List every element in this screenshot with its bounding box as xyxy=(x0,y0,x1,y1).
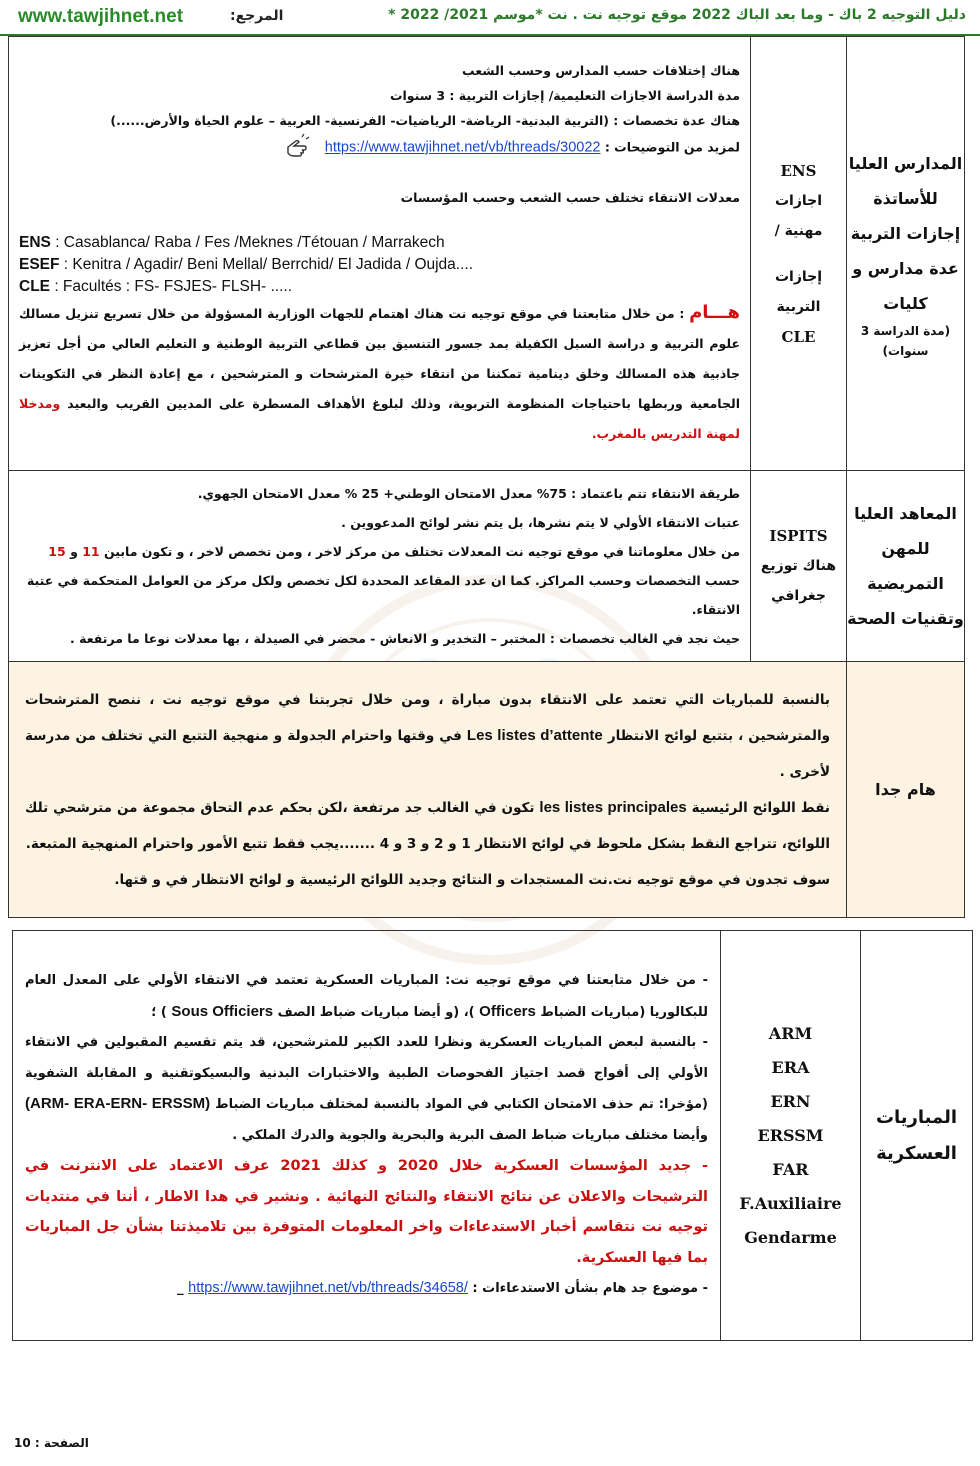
officer-schools-fr: (ARM- ERA-ERN- ERSSM) xyxy=(25,1095,211,1113)
guide-title: دليل التوجيه 2 باك - وما بعد الباك 2022 موقع توجيه نت . نت *موسم 2021/ 2022 * xyxy=(388,7,966,23)
military-name-line: العسكرية xyxy=(876,1142,957,1164)
military-paragraph-3: - جديد المؤسسات العسكرية خلال 2020 و كذلك 2021 عرف الاعتماد على الانترنت في الترشيحات والاعلان عن نتائج الانتقاء والنتائج النهائية . ونشير في هدا الاطار ، أننا في منتديات توجيه نت نتقاسم أخبار الاستدعاءات واخر المعلومات المتوفرة بين تلاميذتنا بشأن جل المباريات بما فيها العسكرية. xyxy=(25,1158,708,1266)
ens-cities: : Casablanca/ Raba / Fes /Meknes /Tétouan / Marrakech xyxy=(55,234,445,251)
orientation-table xyxy=(8,36,965,918)
ispits-name-line: وتقنيات الصحة xyxy=(847,609,964,628)
important-name-cell xyxy=(847,662,965,918)
ispits-name-cell xyxy=(847,471,965,662)
military-school-item: ARM xyxy=(768,1023,813,1043)
ens-name-line: إجازات التربية xyxy=(850,224,961,243)
page-label: الصفحة : xyxy=(34,1436,89,1450)
important-p2: نقط اللوائح الرئيسية xyxy=(691,799,830,816)
military-list-cell xyxy=(721,931,861,1341)
military-p1-end: ) ؛ xyxy=(151,1004,167,1020)
ens-line: مدة الدراسة الاجازات التعليمية/ إجازات التربية : 3 سنوات xyxy=(389,88,740,103)
more-info-label: لمزيد من التوضيحات : xyxy=(604,139,740,155)
important-name: هام جدا xyxy=(875,780,936,799)
page-footer xyxy=(14,1436,89,1450)
reference-label: المرجع: xyxy=(230,8,284,24)
ens-thread-link[interactable]: https://www.tawjihnet.net/vb/threads/30022 xyxy=(324,139,601,156)
ens-abbr-ar: مهنية / xyxy=(774,222,823,239)
ispits-line3b: حسب التخصصات وحسب المراكز. كما ان عدد المقاعد المحددة لكل تخصص ولكل مركز من العوامل المتحكمة في عتبة الانتقاء. xyxy=(26,573,740,617)
ens-name-line: كليات xyxy=(883,294,928,313)
military-thread-link[interactable]: https://www.tawjihnet.net/vb/threads/34658/ xyxy=(188,1280,468,1297)
officers-fr: Officers xyxy=(479,1002,536,1020)
ens-abbr-ar: اجازات xyxy=(774,192,823,209)
military-school-item: ERA xyxy=(771,1057,810,1077)
military-school-item: FAR xyxy=(772,1159,809,1179)
ispits-abbr: ISPITS xyxy=(769,527,828,545)
cle-school-list xyxy=(19,276,740,298)
cle-code: CLE xyxy=(19,278,50,295)
ens-line: هناك إختلافات حسب المدارس وحسب الشعب xyxy=(462,63,740,78)
ispits-name-line: للمهن xyxy=(881,539,930,558)
ens-abbr-ar: التربية xyxy=(776,298,821,315)
military-p1: - من خلال متابعتنا في موقع توجيه نت: المباريات العسكرية تعتمد في الانتقاء الأولي على المعدل العام للبكالوريا (مباريات الضباط xyxy=(25,973,708,1020)
ens-more-line xyxy=(19,133,740,163)
ispits-num-15: 15 xyxy=(48,544,66,559)
military-paragraph-1 xyxy=(25,966,708,1028)
military-paragraph-2 xyxy=(25,1028,708,1151)
esef-school-list xyxy=(19,254,740,276)
ens-content-cell xyxy=(9,37,751,471)
ens-line: معدلات الانتقاء تختلف حسب الشعب وحسب المؤسسات xyxy=(400,190,740,205)
military-school-item: ERN xyxy=(770,1091,811,1111)
important-row xyxy=(9,662,965,918)
ispits-line: حيث نجد في الغالب تخصصات : المختبر – التخدير و الانعاش - محضر في الصيدلة ، بها معدلات نوعا ما مرتفعة . xyxy=(70,631,740,646)
ens-school-list xyxy=(19,232,740,254)
ispits-content-cell xyxy=(9,471,751,662)
military-p4-label: - موضوع جد هام بشأن الاستدعاءات : xyxy=(472,1281,708,1297)
ispits-line: طريقة الانتقاء تتم باعتماد : 75% معدل الامتحان الوطني+ 25 % معدل الامتحان الجهوي. xyxy=(197,486,740,501)
important-end: ومدخلا لمهنة التدريس بالمغرب. xyxy=(19,396,740,441)
ispits-abbr-ar: هناك توزيع xyxy=(760,558,837,574)
ens-abbr-cell xyxy=(751,37,847,471)
important-paragraph-3: سوف تجدون في موقع توجيه نت.نت المستجدات و النتائج وجديد اللوائح الرئيسية و لوائح الانتظار في و قتها. xyxy=(114,871,830,888)
ispits-num-11: 11 xyxy=(82,544,100,559)
ens-name-line: للأساتذة xyxy=(873,189,938,208)
military-row xyxy=(13,931,973,1341)
ens-duration-note: (مدة الدراسة 3 سنوات) xyxy=(860,324,951,358)
ispits-line3a: من خلال معلوماتنا في موقع توجيه نت المعدلات تختلف من مركز لاخر ، ومن تخصص لاخر ، و تكون مابين xyxy=(103,544,740,559)
ispits-name-line: المعاهد العليا xyxy=(854,504,957,523)
ens-name-line: المدارس العليا xyxy=(848,154,963,173)
military-table xyxy=(12,930,973,1341)
military-paragraph-4 xyxy=(25,1273,708,1305)
waiting-lists-fr: Les listes d’attente xyxy=(466,726,603,744)
important-text: : من خلال متابعتنا في موقع توجيه نت هناك اهتمام للجهات الوزارية المسؤولة من خلال تسريع تنزيل مسالك علوم التربية و دراسة السبل الكفيلة بمد جسور التنسيق بين قطاعي التربية الوطنية و التعليم العالي من أجل تعزيز جاذبية هذه المسالك وخلق دينامية تمكننا من انتقاء خيرة المترشحات و المترشحين ، مع إعادة النظر في التكوينات الجامعية وربطها باحتياجات المنظومة التربوية، وذلك لبلوغ الأهداف المسطرة على المديين القريب والبعيد xyxy=(19,306,740,411)
page-header xyxy=(0,0,980,36)
ispits-abbr-cell xyxy=(751,471,847,662)
ispits-abbr-ar: جغرافي xyxy=(771,588,826,604)
esef-code: ESEF xyxy=(19,256,60,273)
ens-row xyxy=(9,37,965,471)
military-name-cell xyxy=(861,931,973,1341)
important-p1: بالنسبة للمباريات التي تعتمد على الانتقاء بدون مباراة ، ومن خلال تجربتنا في موقع توجيه نت ، ننصح المترشحات والمترشحين ، بتتبع لوائح الانتظار xyxy=(25,691,831,744)
military-school-item: F.Auxiliaire xyxy=(739,1193,842,1213)
cle-abbr: CLE xyxy=(781,327,816,346)
ens-name-line: عدة مدارس و xyxy=(852,259,959,278)
military-school-item: Gendarme xyxy=(744,1227,837,1247)
military-p2-end: وأيضا مختلف مباريات ضباط الصف البرية والبحرية والجوية والدرك الملكي . xyxy=(232,1127,708,1143)
military-content-cell xyxy=(13,931,721,1341)
important-paragraph-2 xyxy=(25,790,830,862)
cle-faculties: : Facultés : FS- FSJES- FLSH- ..... xyxy=(54,278,293,295)
ens-code: ENS xyxy=(19,234,51,251)
main-lists-fr: les listes principales xyxy=(539,798,687,816)
ispits-line: عتبات الانتقاء الأولي لا يتم نشرها، بل يتم نشر لوائح المدعووين . xyxy=(341,515,740,530)
military-p4-tail: _ xyxy=(177,1281,184,1297)
ispits-and: و xyxy=(70,544,78,559)
page-number: 10 xyxy=(14,1436,31,1450)
military-p1-mid: )، (و أيضا مباريات ضباط الصف xyxy=(277,1004,475,1020)
ens-line: هناك عدة تخصصات : (التربية البدنية- الرياضة- الرياضيات- الفرنسية- العربية – علوم الحياة والأرض......) xyxy=(110,113,740,128)
ispits-row xyxy=(9,471,965,662)
pointing-hand-icon xyxy=(282,133,312,163)
military-p2: - بالنسبة لبعض المباريات العسكرية ونظرا للعدد الكبير للمترشحين، قد يتم تقسيم المقبولين في الانتقاء الأولي إلى أفواج قصد اجتياز الفحوصات الطبية والاختبارات البدنية والبسيكوتقنية و المقابلة الشفوية (مؤخرا: تم حذف الامتحان الكتابي في المواد بالنسبة لمختلف مباريات الضباط xyxy=(25,1035,709,1113)
important-p2-end: تكون في الغالب جد مرتفعة ،لكن بحكم عدم التحاق مجموعة من مترشحي تلك اللوائح، تتراجع النقط بشكل ملحوظ في لوائح الانتظار 1 و 2 و 3 و 4 .......يجب فقط تتبع الأمور واحترام المنهجية المتبعة. xyxy=(25,799,830,852)
ens-abbr: ENS xyxy=(780,161,817,180)
important-label: هـــام xyxy=(689,302,740,323)
important-content-cell xyxy=(9,662,847,918)
ispits-name-line: التمريضية xyxy=(867,574,944,593)
site-name[interactable]: www.tawjihnet.net xyxy=(18,6,184,27)
sous-officiers-fr: Sous Officiers xyxy=(171,1002,274,1020)
important-p1-end: في وقتها واحترام الجدولة و منهجية التتبع التي تختلف من مدرسة لأخرى . xyxy=(25,727,830,780)
ispits-line xyxy=(19,537,740,624)
ens-abbr-ar: إجازات xyxy=(774,268,823,285)
military-name-line: المباريات xyxy=(875,1106,958,1128)
military-school-item: ERSSM xyxy=(757,1125,824,1145)
ens-name-cell xyxy=(847,37,965,471)
esef-cities: : Kenitra / Agadir/ Beni Mellal/ Berrchid/ El Jadida / Oujda.... xyxy=(63,256,474,273)
ens-important-paragraph xyxy=(19,298,740,449)
important-paragraph-1 xyxy=(25,682,830,790)
